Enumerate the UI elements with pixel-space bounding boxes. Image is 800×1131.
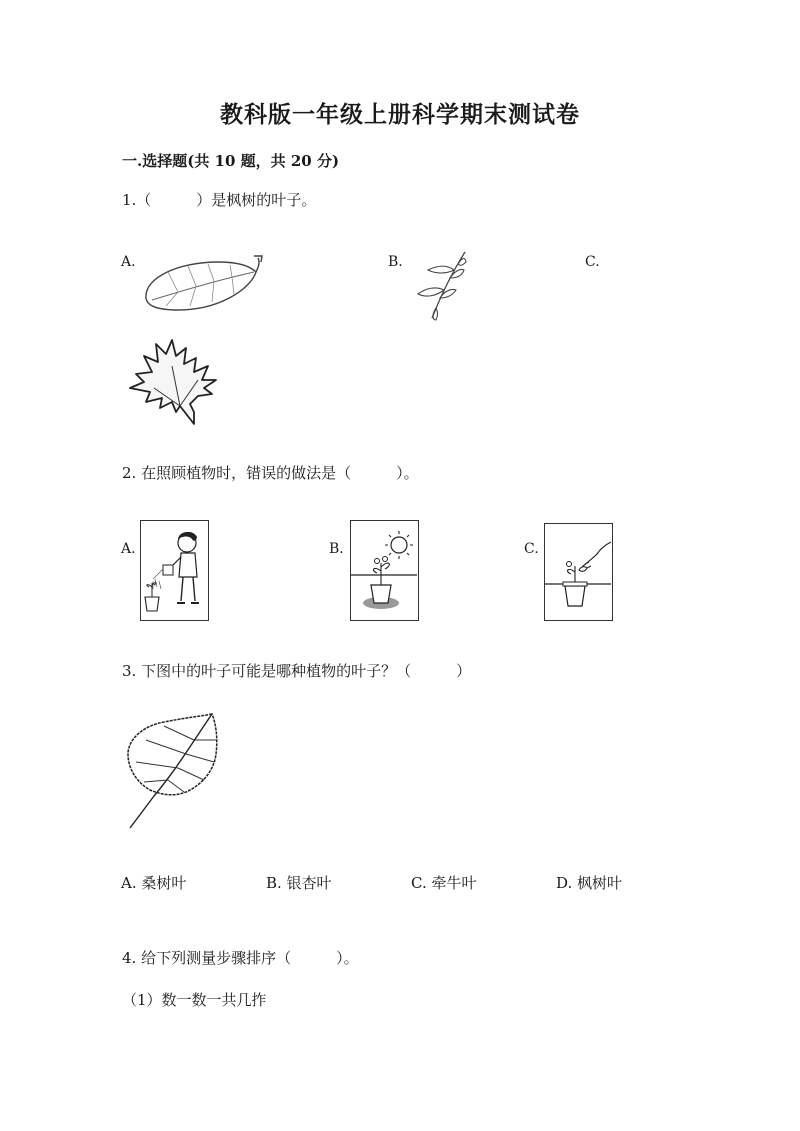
- maple-leaf-illustration: [124, 336, 220, 428]
- q2-option-c-frame: [544, 523, 613, 621]
- q2-option-b-label: B.: [329, 541, 344, 557]
- q2-option-a-frame: [140, 520, 209, 621]
- q3-option-c: C. 牵牛叶: [411, 874, 477, 892]
- q3-option-a: A. 桑树叶: [121, 874, 187, 892]
- toothed-leaf-illustration: [124, 710, 220, 832]
- q2-option-b-frame: [350, 520, 419, 621]
- question-4-text: 4. 给下列测量步骤排序（ ）。: [122, 949, 359, 967]
- q1-option-c-label: C.: [585, 254, 600, 270]
- q3-option-b: B. 银杏叶: [266, 874, 332, 892]
- oval-leaf-illustration: [138, 250, 268, 315]
- willow-branch-illustration: [410, 248, 470, 323]
- plant-in-sun-illustration: [351, 521, 417, 619]
- page-title: 教科版一年级上册科学期末测试卷: [220, 101, 580, 128]
- q3-option-d: D. 枫树叶: [556, 874, 623, 892]
- hand-pulling-plant-illustration: [545, 524, 611, 619]
- question-2-text: 2. 在照顾植物时，错误的做法是（ ）。: [122, 464, 419, 482]
- question-3-text: 3. 下图中的叶子可能是哪种植物的叶子？（ ）: [122, 662, 472, 680]
- q2-option-a-label: A.: [121, 541, 136, 557]
- section-heading: 一.选择题(共 10 题，共 20 分): [122, 152, 340, 170]
- question-1-text: 1.（ ）是枫树的叶子。: [122, 191, 317, 209]
- q1-option-a-label: A.: [121, 254, 136, 270]
- q1-option-b-label: B.: [388, 254, 403, 270]
- child-watering-plant-illustration: [141, 521, 207, 619]
- q2-option-c-label: C.: [524, 541, 539, 557]
- question-4-step-1: （1）数一数一共几拃: [122, 991, 267, 1009]
